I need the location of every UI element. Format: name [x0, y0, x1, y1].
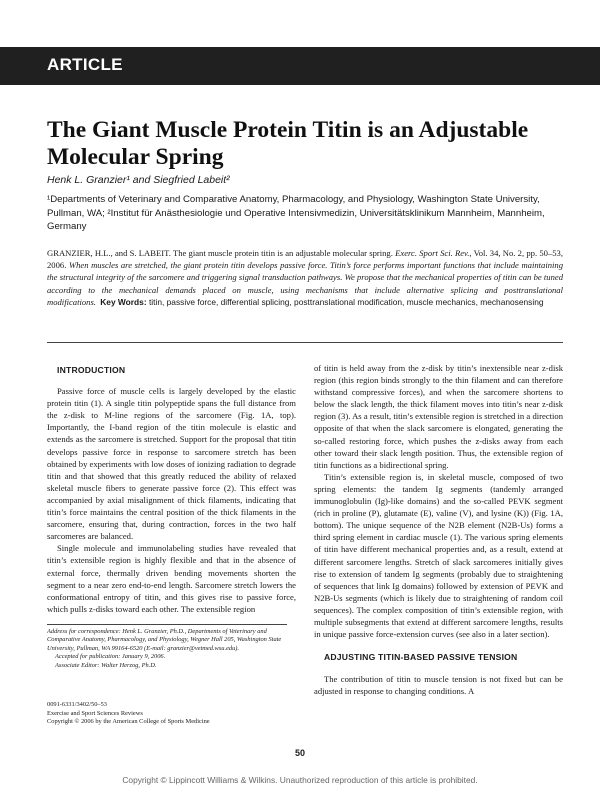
affiliations: ¹Departments of Veterinary and Comparative Anatomy, Pharmacology, and Physiology, Washington State University, Pullman, WA; ²Institut für Anästhesiologie und Operative Intensivmedizin, Universitätsklinikum Mannheim, Mannheim, Germany — [47, 194, 545, 232]
correspondence-footnote — [47, 628, 287, 670]
accepted-date: Accepted for publication: January 9, 2006. — [55, 653, 166, 661]
keywords-label: Key Words: — [100, 296, 147, 307]
right-paragraph-3: The contribution of titin to muscle tension is not fixed but can be adjusted in response to changing conditions. A — [314, 674, 563, 697]
article-title: The Giant Muscle Protein Titin is an Adjustable Molecular Spring — [47, 117, 529, 170]
authors: Henk L. Granzier¹ and Siegfried Labeit² — [47, 174, 230, 186]
copyright-notice: Copyright © Lippincott Williams & Wilkins. Unauthorized reproduction of this article is prohibited. — [122, 775, 478, 785]
correspondence-address: Address for correspondence: Henk L. Granzier, Ph.D., Departments of Veterinary and Comparative Anatomy, Pharmacology, and Physiology, Wegner Hall 205, Washington State University, Pullman, WA 99164-6520 (E-mail: granzier@vetmed.wsu.edu). — [47, 628, 282, 652]
abstract-text: When muscles are stretched, the giant protein titin develops passive force. Titin’s force performs important functions that include maintaining the structural integrity of the sarcomere and triggering signal transduction pathways. We propose that the mechanical properties of titin can be tuned according to the mechanical demands placed on muscle, using mechanisms that include alternative splicing and posttranslational modifications. — [47, 260, 563, 307]
adjusting-heading: ADJUSTING TITIN-BASED PASSIVE TENSION — [324, 652, 518, 663]
right-paragraph-2: Titin’s extensible region is, in skeletal muscle, composed of two spring elements: the tandem Ig segments (tandemly arranged immunoglobulin (Ig)-like domains) and the so-called PEVK segment (rich in proline (P), glutamate (E), valine (V), and lysine (K)) (Fig. 1A, bottom). The unique sequence of the N2B element (N2B-Us) forms a third spring element in cardiac muscle (1). The various spring elements of titin have different mechanical properties and, as a result, extend at different sarcomere lengths. Stretch of slack sarcomeres initially gives rise to extension of tandem Ig segments (probably due to straightening of sequences that link Ig domains) followed by extension of PEVK and N2B-Us segments (which is likely due to straightening of random coil sequences). The complex composition of titin’s extensible region, with multiple subsegments that extend at different sarcomere lengths, results in unique passive force-extension curves (see also in a later section). — [314, 471, 563, 640]
article-label: ARTICLE — [47, 55, 123, 74]
journal-copyright: Copyright © 2006 by the American College of Sports Medicine — [47, 718, 210, 726]
issn: 0091-6331/3402/50–53 — [47, 701, 107, 708]
right-paragraph-1: of titin is held away from the z-disk by titin’s inextensible near z-disk region (this region binds strongly to the thin filament and can therefore withstand compressive forces), and when the sarcomere shortens to below the slack length, the thick filament moves into titin’s near z-disk region (3). As a result, titin’s extensible region is stretched in a direction opposite of that when the slack sarcomere is elongated, generating the so-called restoring force, which pushes the z-disks away from each other toward their slack length position. Thus, the extensible region of titin functions as a bidirectional spring. — [314, 363, 563, 470]
citation: GRANZIER, H.L., and S. LABEIT. The giant muscle protein titin is an adjustable molecular spring. — [47, 248, 396, 258]
section-divider — [47, 342, 563, 343]
journal-full-name: Exercise and Sport Sciences Reviews — [47, 709, 143, 717]
volume-info: , Vol. 34, No. 2, pp. 50–53, 2006. — [47, 248, 563, 271]
right-column — [314, 362, 563, 697]
journal-name: Exerc. Sport Sci. Rev. — [395, 248, 470, 258]
page-number: 50 — [294, 748, 305, 758]
abstract — [47, 247, 563, 308]
associate-editor: Associate Editor: Walter Herzog, Ph.D. — [55, 661, 157, 669]
publication-info — [47, 701, 287, 727]
footnote-divider — [47, 624, 287, 625]
introduction-heading: INTRODUCTION — [57, 365, 126, 375]
intro-paragraph-2: Single molecule and immunolabeling studies have revealed that titin’s extensible region is highly flexible and that in the absence of external force, thermally driven bending movements shorten the segment to a near zero end-to-end length. Sarcomere stretch lowers the conformational entropy of titin, and this gives rise to passive force, which pulls z-disks toward each other. The extensible region — [47, 543, 296, 614]
left-column — [47, 364, 296, 615]
intro-paragraph-1: Passive force of muscle cells is largely developed by the elastic protein titin (1). A single titin polypeptide spans the full distance from the z-disk to M-line regions of the sarcomere (Fig. 1A, top). Importantly, the I-band region of the titin molecule is elastic and extends as the sarcomere is stretched. Support for the proposal that titin develops passive force in response to sarcomere stretch has been obtained by experiments with low doses of ionizing radiation to degrade titin and that showed that this greatly reduced the ability of relaxed skeletal muscle fibers to generate passive force (2). This effect was accompanied by axial misalignment of thick filaments, indicating that titin’s force maintains the central position of the thick filaments in the sarcomere, ensuring that, during contraction, forces in the two half sarcomeres are balanced. — [47, 386, 296, 542]
keywords: titin, passive force, differential splicing, posttranslational modification, muscle mechanics, mechanosensing — [146, 296, 544, 307]
